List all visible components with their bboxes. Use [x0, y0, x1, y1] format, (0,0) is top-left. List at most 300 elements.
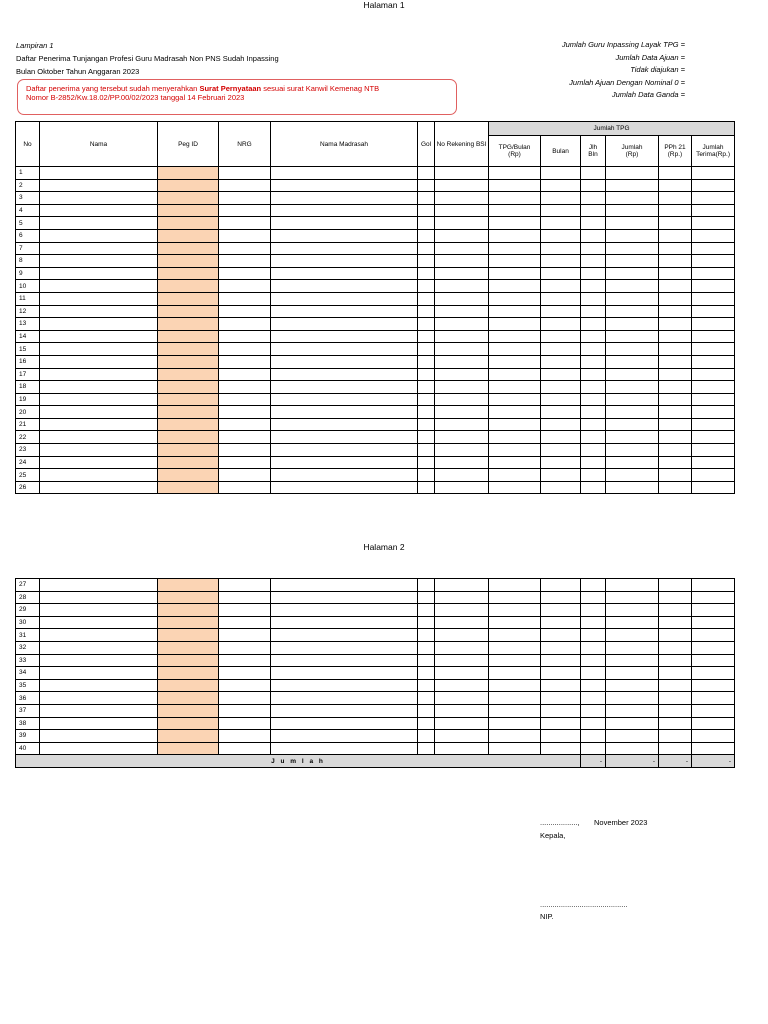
table2-body [16, 579, 735, 755]
table-row [16, 267, 735, 280]
table-cell [489, 629, 541, 642]
peg-id-cell [158, 641, 219, 654]
table-cell [659, 204, 692, 217]
table-row [16, 456, 735, 469]
table-cell [219, 318, 271, 331]
table-cell [581, 742, 606, 755]
col-pph-l2: (Rp.) [667, 151, 683, 158]
table-cell [418, 431, 435, 444]
table-cell [418, 255, 435, 268]
table-cell [40, 481, 158, 494]
table-cell [271, 217, 418, 230]
table1-body [16, 167, 735, 494]
peg-id-cell [158, 330, 219, 343]
table-cell [606, 654, 659, 667]
table-cell [435, 481, 489, 494]
summary-tidak-diajukan: Tidak diajukan = [630, 65, 685, 74]
row-number: 20 [16, 406, 40, 419]
table-cell [418, 679, 435, 692]
table-cell [219, 579, 271, 592]
table-cell [435, 469, 489, 482]
table-cell [581, 579, 606, 592]
row-number: 25 [16, 469, 40, 482]
table-cell [541, 679, 581, 692]
table-cell [659, 730, 692, 743]
table-cell [541, 629, 581, 642]
table-cell [606, 305, 659, 318]
table-cell [40, 292, 158, 305]
table-cell [40, 167, 158, 180]
peg-id-cell [158, 456, 219, 469]
col-tpg-bulan-l2: (Rp) [508, 151, 521, 158]
table-cell [581, 469, 606, 482]
table-cell [271, 704, 418, 717]
table-cell [489, 305, 541, 318]
table-cell [418, 641, 435, 654]
table-row [16, 330, 735, 343]
table-cell [489, 229, 541, 242]
col-nama-madrasah: Nama Madrasah [271, 122, 418, 167]
table-cell [692, 406, 735, 419]
table-cell [271, 431, 418, 444]
table-cell [489, 381, 541, 394]
table-cell [659, 604, 692, 617]
table-cell [418, 381, 435, 394]
table-cell [692, 654, 735, 667]
table-cell [541, 444, 581, 457]
table-cell [219, 292, 271, 305]
peg-id-cell [158, 679, 219, 692]
table-cell [581, 444, 606, 457]
table-cell [606, 292, 659, 305]
table-cell [489, 730, 541, 743]
row-number: 28 [16, 591, 40, 604]
table-cell [418, 717, 435, 730]
table-cell [219, 255, 271, 268]
table-cell [40, 343, 158, 356]
table-cell [435, 730, 489, 743]
table-row [16, 469, 735, 482]
table-cell [541, 229, 581, 242]
table-cell [489, 579, 541, 592]
summary-layak-tpg: Jumlah Guru Inpassing Layak TPG = [561, 40, 685, 49]
table-cell [692, 704, 735, 717]
table-cell [418, 654, 435, 667]
table-cell [692, 242, 735, 255]
table-cell [659, 591, 692, 604]
table-row [16, 318, 735, 331]
table-cell [541, 742, 581, 755]
table-cell [692, 604, 735, 617]
table-cell [418, 692, 435, 705]
table-cell [219, 355, 271, 368]
table-cell [489, 192, 541, 205]
col-nama: Nama [40, 122, 158, 167]
row-number: 6 [16, 229, 40, 242]
table-cell [659, 654, 692, 667]
table-cell [606, 456, 659, 469]
table-cell [659, 704, 692, 717]
table-cell [40, 192, 158, 205]
table-cell [692, 641, 735, 654]
col-pph21 [659, 136, 692, 167]
table-cell [489, 217, 541, 230]
table-cell [659, 456, 692, 469]
peg-id-cell [158, 204, 219, 217]
table-cell [435, 280, 489, 293]
peg-id-cell [158, 292, 219, 305]
table-cell [271, 481, 418, 494]
table-cell [606, 179, 659, 192]
peg-id-cell [158, 579, 219, 592]
total-terima: - [692, 755, 735, 768]
table-cell [659, 679, 692, 692]
recipient-table-page1 [15, 121, 735, 494]
table-cell [435, 204, 489, 217]
table-cell [581, 456, 606, 469]
table-cell [489, 704, 541, 717]
table-cell [581, 604, 606, 617]
table-cell [659, 431, 692, 444]
table-cell [435, 381, 489, 394]
table-cell [692, 217, 735, 230]
table-row [16, 229, 735, 242]
table-cell [219, 717, 271, 730]
table-cell [581, 343, 606, 356]
table-cell [489, 641, 541, 654]
table-cell [692, 292, 735, 305]
table-cell [659, 217, 692, 230]
table-cell [271, 717, 418, 730]
table-cell [418, 604, 435, 617]
row-number: 12 [16, 305, 40, 318]
table-cell [219, 629, 271, 642]
table-cell [659, 368, 692, 381]
table-cell [692, 343, 735, 356]
row-number: 37 [16, 704, 40, 717]
table-cell [489, 667, 541, 680]
table-cell [40, 654, 158, 667]
col-jlh-bln [581, 136, 606, 167]
col-jlh-l2: Bln [588, 151, 598, 158]
peg-id-cell [158, 418, 219, 431]
table-cell [271, 629, 418, 642]
table-cell [541, 418, 581, 431]
peg-id-cell [158, 343, 219, 356]
table-cell [659, 229, 692, 242]
table-cell [435, 679, 489, 692]
table-row [16, 667, 735, 680]
table-row [16, 641, 735, 654]
table-cell [418, 343, 435, 356]
table-cell [489, 692, 541, 705]
summary-data-ganda: Jumlah Data Ganda = [611, 90, 685, 99]
table-cell [418, 418, 435, 431]
table-cell [40, 616, 158, 629]
peg-id-cell [158, 444, 219, 457]
table-cell [219, 229, 271, 242]
table-cell [692, 393, 735, 406]
table-cell [659, 242, 692, 255]
table-cell [40, 629, 158, 642]
peg-id-cell [158, 318, 219, 331]
table-cell [418, 229, 435, 242]
peg-id-cell [158, 179, 219, 192]
table-cell [541, 192, 581, 205]
table-cell [692, 355, 735, 368]
peg-id-cell [158, 267, 219, 280]
table-cell [418, 267, 435, 280]
peg-id-cell [158, 717, 219, 730]
peg-id-cell [158, 167, 219, 180]
table-cell [606, 629, 659, 642]
table-cell [219, 242, 271, 255]
col-jumlah-l1: Jumlah [621, 144, 643, 151]
table-row [16, 280, 735, 293]
table-cell [418, 469, 435, 482]
table-cell [581, 717, 606, 730]
table-cell [692, 179, 735, 192]
row-number: 10 [16, 280, 40, 293]
table-cell [659, 305, 692, 318]
peg-id-cell [158, 667, 219, 680]
table-cell [40, 381, 158, 394]
table-cell [489, 355, 541, 368]
peg-id-cell [158, 242, 219, 255]
table-cell [418, 406, 435, 419]
table-cell [692, 742, 735, 755]
table-cell [219, 179, 271, 192]
table-cell [541, 255, 581, 268]
table-cell [435, 431, 489, 444]
table-cell [40, 204, 158, 217]
table-row [16, 692, 735, 705]
table-cell [40, 704, 158, 717]
table-row [16, 444, 735, 457]
row-number: 38 [16, 717, 40, 730]
table-cell [692, 667, 735, 680]
table-cell [40, 444, 158, 457]
table-cell [692, 679, 735, 692]
table-cell [435, 616, 489, 629]
table-cell [606, 469, 659, 482]
table-cell [271, 242, 418, 255]
table-cell [435, 393, 489, 406]
table-row [16, 355, 735, 368]
table-cell [692, 255, 735, 268]
table-cell [692, 456, 735, 469]
table-cell [606, 204, 659, 217]
table-cell [219, 616, 271, 629]
table-row [16, 654, 735, 667]
table-row [16, 406, 735, 419]
table-cell [659, 393, 692, 406]
notice-text: Daftar penerima yang tersebut sudah menyerahkan [26, 84, 200, 93]
table-cell [418, 280, 435, 293]
table-row [16, 393, 735, 406]
table-cell [40, 406, 158, 419]
table-cell [606, 267, 659, 280]
table-cell [489, 654, 541, 667]
row-number: 21 [16, 418, 40, 431]
peg-id-cell [158, 704, 219, 717]
table-cell [489, 242, 541, 255]
table-row [16, 255, 735, 268]
table-cell [659, 355, 692, 368]
table-row [16, 704, 735, 717]
table-cell [40, 393, 158, 406]
table-cell [692, 616, 735, 629]
table-cell [435, 604, 489, 617]
table-cell [435, 692, 489, 705]
table-cell [692, 368, 735, 381]
table-cell [659, 343, 692, 356]
table-cell [581, 280, 606, 293]
table-cell [489, 469, 541, 482]
table-cell [219, 192, 271, 205]
row-number: 17 [16, 368, 40, 381]
table-cell [606, 591, 659, 604]
table-cell [40, 330, 158, 343]
table-cell [659, 280, 692, 293]
row-number: 2 [16, 179, 40, 192]
table-cell [271, 406, 418, 419]
table-cell [418, 667, 435, 680]
row-number: 31 [16, 629, 40, 642]
table-cell [435, 368, 489, 381]
table-cell [541, 179, 581, 192]
row-number: 24 [16, 456, 40, 469]
table-cell [581, 167, 606, 180]
table-cell [219, 431, 271, 444]
table-cell [40, 229, 158, 242]
table-cell [271, 330, 418, 343]
table-cell [271, 368, 418, 381]
table-cell [692, 692, 735, 705]
table-cell [489, 255, 541, 268]
table-cell [271, 343, 418, 356]
table-cell [659, 167, 692, 180]
table-cell [489, 343, 541, 356]
col-bulan: Bulan [541, 136, 581, 167]
table-cell [271, 229, 418, 242]
table-row [16, 418, 735, 431]
table-cell [606, 418, 659, 431]
table-cell [489, 679, 541, 692]
table-cell [418, 579, 435, 592]
table-cell [219, 730, 271, 743]
table-cell [489, 591, 541, 604]
table-cell [489, 742, 541, 755]
table-cell [581, 318, 606, 331]
table-cell [541, 604, 581, 617]
col-group-jumlah-tpg: Jumlah TPG [489, 122, 735, 136]
table-cell [489, 292, 541, 305]
peg-id-cell [158, 381, 219, 394]
table-cell [581, 629, 606, 642]
row-number: 8 [16, 255, 40, 268]
table-cell [541, 456, 581, 469]
peg-id-cell [158, 355, 219, 368]
table-cell [581, 481, 606, 494]
table-cell [659, 255, 692, 268]
table-cell [489, 368, 541, 381]
table-cell [40, 179, 158, 192]
table-cell [541, 641, 581, 654]
table-cell [606, 255, 659, 268]
table-cell [489, 444, 541, 457]
table-cell [659, 292, 692, 305]
table-cell [271, 280, 418, 293]
page1-title: Halaman 1 [363, 0, 405, 10]
table-cell [581, 192, 606, 205]
table-cell [271, 692, 418, 705]
table-cell [606, 355, 659, 368]
table-cell [581, 305, 606, 318]
peg-id-cell [158, 616, 219, 629]
table-cell [489, 717, 541, 730]
table-row [16, 616, 735, 629]
table-cell [271, 641, 418, 654]
table-cell [692, 318, 735, 331]
table-cell [541, 591, 581, 604]
table-cell [271, 393, 418, 406]
table-cell [219, 393, 271, 406]
table-cell [40, 591, 158, 604]
col-pph-l1: PPh 21 [664, 144, 686, 151]
table-cell [418, 730, 435, 743]
table-cell [219, 667, 271, 680]
table-cell [40, 604, 158, 617]
table-cell [435, 717, 489, 730]
table-cell [659, 616, 692, 629]
table-cell [435, 406, 489, 419]
row-number: 36 [16, 692, 40, 705]
table-cell [581, 355, 606, 368]
peg-id-cell [158, 481, 219, 494]
table-cell [606, 217, 659, 230]
table-cell [435, 579, 489, 592]
table-row [16, 167, 735, 180]
table-cell [271, 444, 418, 457]
row-number: 40 [16, 742, 40, 755]
table-cell [489, 481, 541, 494]
table-row [16, 629, 735, 642]
table-cell [489, 406, 541, 419]
table-row [16, 192, 735, 205]
row-number: 34 [16, 667, 40, 680]
row-number: 39 [16, 730, 40, 743]
table-cell [692, 330, 735, 343]
table-cell [418, 456, 435, 469]
table-cell [606, 641, 659, 654]
table-cell [271, 355, 418, 368]
table-cell [606, 343, 659, 356]
table-cell [40, 217, 158, 230]
table-cell [489, 318, 541, 331]
table-cell [541, 217, 581, 230]
table-cell [541, 579, 581, 592]
table-cell [659, 179, 692, 192]
table-cell [541, 667, 581, 680]
table-cell [489, 204, 541, 217]
peg-id-cell [158, 305, 219, 318]
row-number: 23 [16, 444, 40, 457]
table-cell [271, 305, 418, 318]
table-cell [692, 444, 735, 457]
notice-line2: Nomor B-2852/Kw.18.02/PP.00/02/2023 tanggal 14 Februari 2023 [26, 93, 245, 102]
table-cell [435, 654, 489, 667]
